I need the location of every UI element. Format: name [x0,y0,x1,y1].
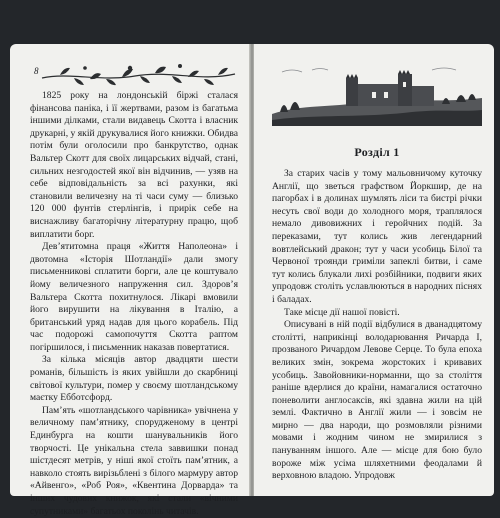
right-page [254,44,494,496]
open-book [10,44,494,517]
castle-on-hill-engraving-icon [272,64,482,126]
paragraph: Таке місце дії нашої повісті. [284,306,400,318]
paragraph: Пам’ять «шотландського чарівника» увічнена у величному пам’ятнику, спорудженому в центрі Единбурга на кошти шанувальників його творчості. Це унікальна стела заввишки понад шістдесят метрів, у ніші якої стоїть пам’ятник, а навколо стоять вирізьблені з білого мармуру автор «Айвенго», «Роб Роя», «Квентина Дорварда» та інших чудових книжок, які стали «вічними супутниками» багатьох поколінь читачів. [30,404,238,517]
left-page-text [30,90,238,518]
paragraph: За старих часів у тому мальовничому куточку Англії, що зветься графством Йоркшир, де на пагорбах і в долинах шумлять ліси та бистрі річки несуть свої води до холодного моря, траплялося немало дивовижних і геройчних подій. За переказами, тут колись жив легендарний вовтлейський дракон; тут у часи усобиць Білої та Червоної троянди гриміли запеклі битви, і саме тут колись блукали лихі розбійники, подвиги яких упродовж століть уславлюються в народних піснях і баладах. [272,168,482,305]
paragraph: Дев’ятитомна праця «Життя Наполеона» і двотомна «Історія Шотландії» дали змогу письменникові сплатити борги, але це коштувало йому величезного напруження сил. Здоров’я Вальтера Скотта похитнулося. Лікарі вмовили його вирушити на лікування в Італію, а британський уряд надав для цього корабель. Під час подорожі самопочуття Скотта раптом погіршилося, і письменник наказав повертатися. [30,241,238,353]
paragraph: За кілька місяців автор двадцяти шести романів, більшість із яких увійшли до скарбниці світової культури, помер у своєму шотландському маєтку Ебботсфорд. [30,354,238,404]
castle-engraving [272,64,482,131]
chapter-title: Розділ 1 [354,145,400,159]
right-page-text [272,168,482,483]
page-number: 8 [34,66,39,76]
paragraph: Описувані в ній події відбулися в дванадцятому столітті, наприкінці володарювання Ричарда I, прозваного Ричардом Левове Серце. То була епоха великих змін, зокрема жорстоких і кривавих усобиць. Завойовники-норманни, що за століття раніше вдерлися до країни, намагалися остаточно поневолити англосаксів, які здавна жили на цій землі. Фактично в Англії жили — і зовсім не мирно — два народи, що розмовляли різними мовами і жодним чином не змирилися з пануванням іншого. Але — місце для бою було вороже між усіма шляхетними феодалами й верховною владою. Упродовж [272,319,482,482]
vine-ornament-icon [30,56,240,90]
paragraph: 1825 року на лондонській біржі сталася фінансова паніка, і її жертвами, разом із багатьма іншими ділками, стали видавець Скотта і власник друкарні, у якій друкувалися його книжки. Обидва потім були оголосили про банкрутство, однак Вальтер Скотт для своїх лицарських відчай, стані, сильних незгодостей якої він відчинив, — узяв на себе відповідальність за всі рахунки, які становили величезну на ті часи суму — близько 120 000 фунтів стерлінгів, і прирік себе на виснажливу багаторічну літературну працю, щоб виплатити борг. [30,90,238,240]
floral-vine-ornament [30,56,238,90]
left-page [10,44,250,517]
